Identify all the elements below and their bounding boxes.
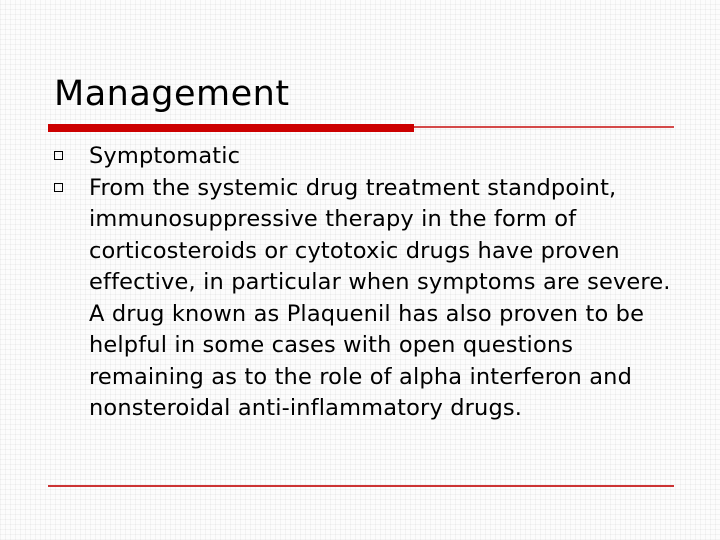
hollow-square-bullet-icon (54, 151, 63, 160)
title-underline-thin (414, 126, 674, 128)
slide-title: Management (54, 74, 290, 114)
footer-rule (48, 485, 674, 487)
bullet-text: Symptomatic (89, 143, 241, 169)
bullet-item-symptomatic (52, 141, 692, 173)
bullet-text: From the systemic drug treatment standpoint, immunosuppressive therapy in the form of corticosteroids or cytotoxic drugs have proven effective, in particular when symptoms are severe. A drug known as Plaquenil has also proven to be helpful in some cases with open questions remaining as to the role of alpha interferon and nonsteroidal anti-inflammatory drugs. (89, 174, 671, 421)
bullet-list (52, 141, 692, 425)
hollow-square-bullet-icon (54, 183, 63, 192)
title-underline-accent (48, 124, 414, 132)
bullet-item-drug-treatment (52, 173, 692, 425)
